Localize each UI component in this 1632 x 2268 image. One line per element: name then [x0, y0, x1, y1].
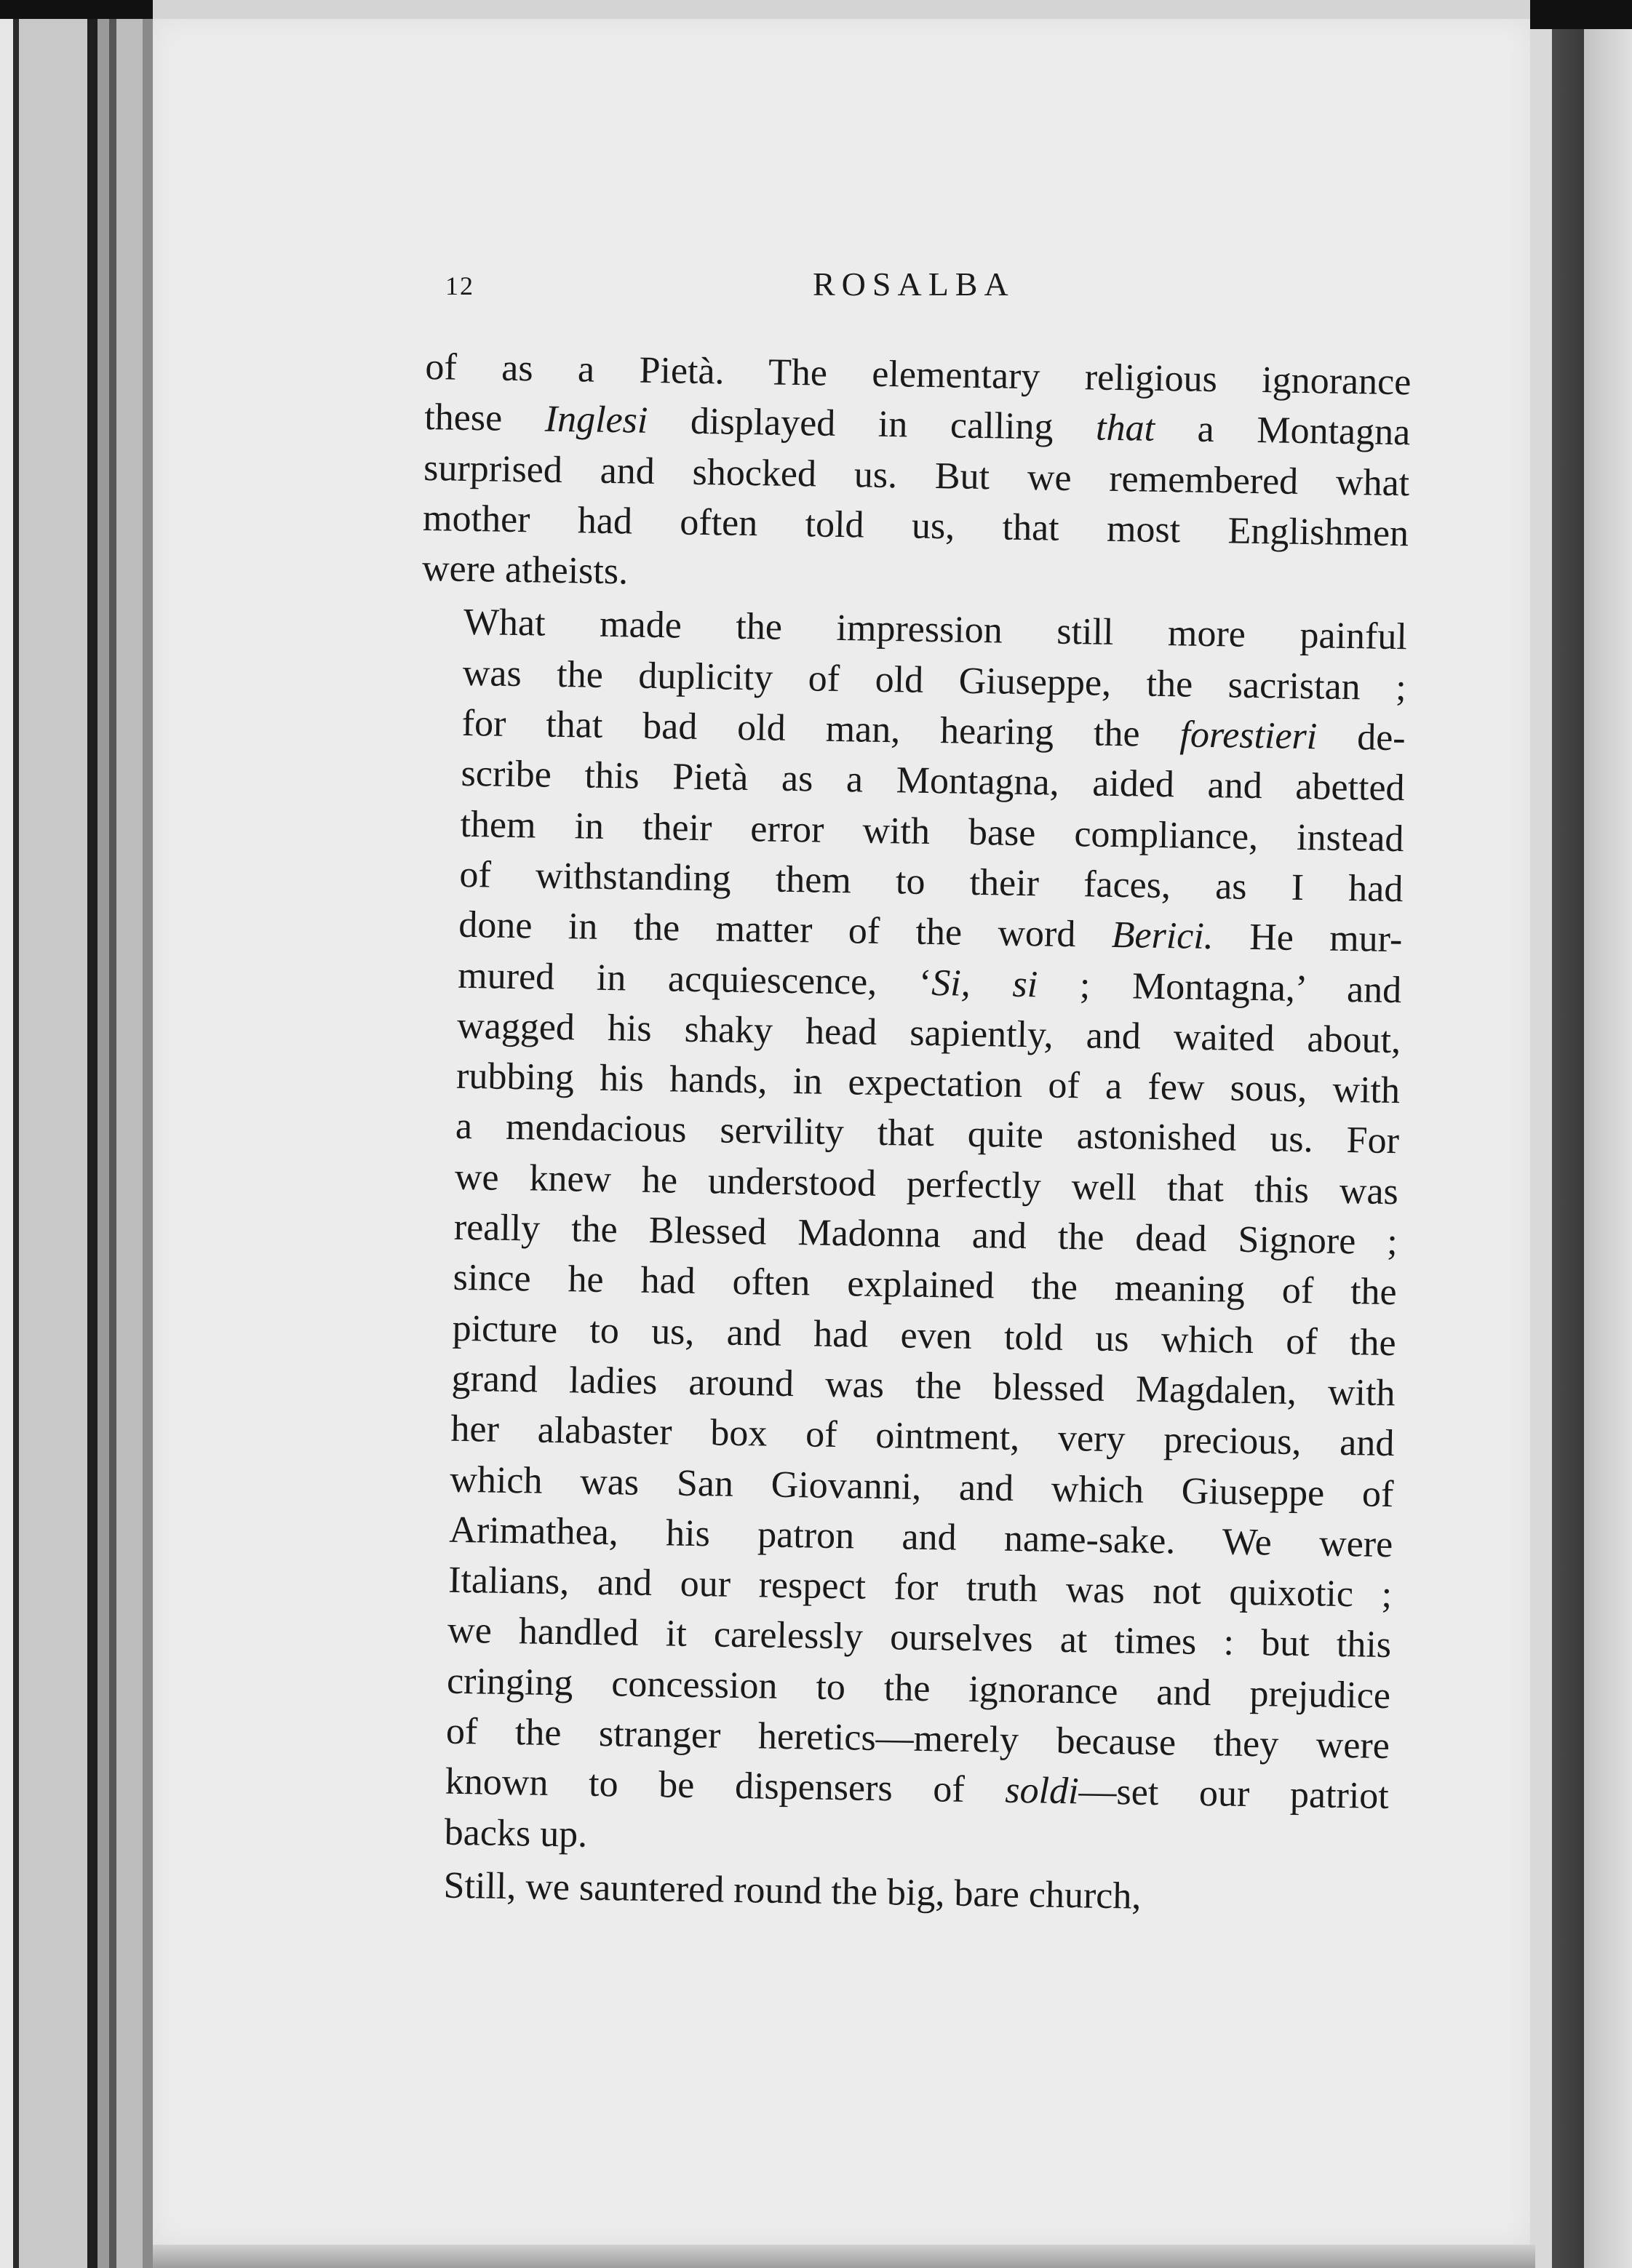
text-line: scribe this Pietà as a Montagna, aided and abetted — [461, 753, 1405, 810]
text-line: them in their error with base compliance, instead — [460, 803, 1404, 860]
text-line: surprised and shocked us. But we remembered what — [423, 447, 1410, 504]
text-line: of the stranger heretics—merely because they were — [445, 1710, 1390, 1768]
text-line: rubbing his hands, in expectation of a few sous, with — [455, 1055, 1401, 1112]
text-line: her alabaster box of ointment, very precious, and — [450, 1407, 1395, 1465]
text-line: of withstanding them to their faces, as I had — [459, 853, 1404, 911]
text-line: we handled it carelessly ourselves at times : but this — [447, 1610, 1392, 1666]
text-line: was the duplicity of old Giuseppe, the sacristan ; — [462, 652, 1407, 709]
text-line: which was San Giovanni, and which Giuseppe of — [449, 1458, 1394, 1515]
italic-word: forestieri — [1179, 714, 1318, 758]
text-line: these Inglesi displayed in calling that a Montagna — [423, 396, 1411, 454]
book-right-edge — [1530, 0, 1632, 2268]
text-line: we knew he understood perfectly well that this was — [454, 1156, 1399, 1213]
book-left-edge-shadow — [0, 0, 153, 19]
text-line: since he had often explained the meaning of the — [453, 1257, 1398, 1314]
text-line: Arimathea, his patron and name-sake. We were — [448, 1509, 1393, 1565]
text-line: grand ladies around was the blessed Magdalen, with — [451, 1357, 1396, 1415]
text-line: for that bad old man, hearing the forestieri de- — [461, 702, 1406, 759]
text-line: backs up. — [444, 1811, 588, 1856]
book-left-edge — [0, 0, 153, 2268]
running-title: ROSALBA — [813, 265, 1015, 303]
italic-word: Si, si — [931, 962, 1038, 1005]
text-line: a mendacious servility that quite astonished us. For — [455, 1106, 1400, 1162]
text-line: were atheists. — [421, 548, 629, 593]
text-line: known to be dispensers of soldi—set our patriot — [445, 1760, 1390, 1818]
paragraph — [422, 342, 1412, 610]
text-line: What made the impression still more painful — [463, 602, 1408, 658]
body-text — [401, 342, 1412, 1925]
italic-word: soldi — [1004, 1770, 1080, 1813]
italic-word: Berici. — [1111, 914, 1214, 958]
paragraph — [402, 596, 1407, 1872]
text-line: done in the matter of the word Berici. He mur- — [458, 904, 1403, 961]
italic-word: Inglesi — [544, 398, 648, 442]
text-line: really the Blessed Madonna and the dead Signore ; — [453, 1206, 1398, 1263]
running-head — [445, 265, 1413, 314]
text-line: Still, we sauntered round the big, bare church, — [443, 1864, 1142, 1917]
italic-word: that — [1095, 407, 1155, 450]
text-line: mured in acquiescence, ‘Si, si ; Montagna,’ and — [457, 954, 1402, 1011]
page-number: 12 — [445, 271, 474, 300]
text-line: of as a Pietà. The elementary religious ignorance — [425, 346, 1412, 404]
book-bottom-edge — [153, 2245, 1535, 2268]
text-line: Italians, and our respect for truth was not quixotic ; — [447, 1559, 1393, 1616]
text-line: wagged his shaky head sapiently, and waited about, — [456, 1005, 1401, 1062]
text-line: mother had often told us, that most Englishmen — [422, 497, 1409, 555]
text-line: picture to us, and had even told us which of the — [452, 1307, 1396, 1364]
book-right-edge-shadow — [1530, 0, 1632, 29]
text-line: cringing concession to the ignorance and prejudice — [446, 1660, 1391, 1717]
